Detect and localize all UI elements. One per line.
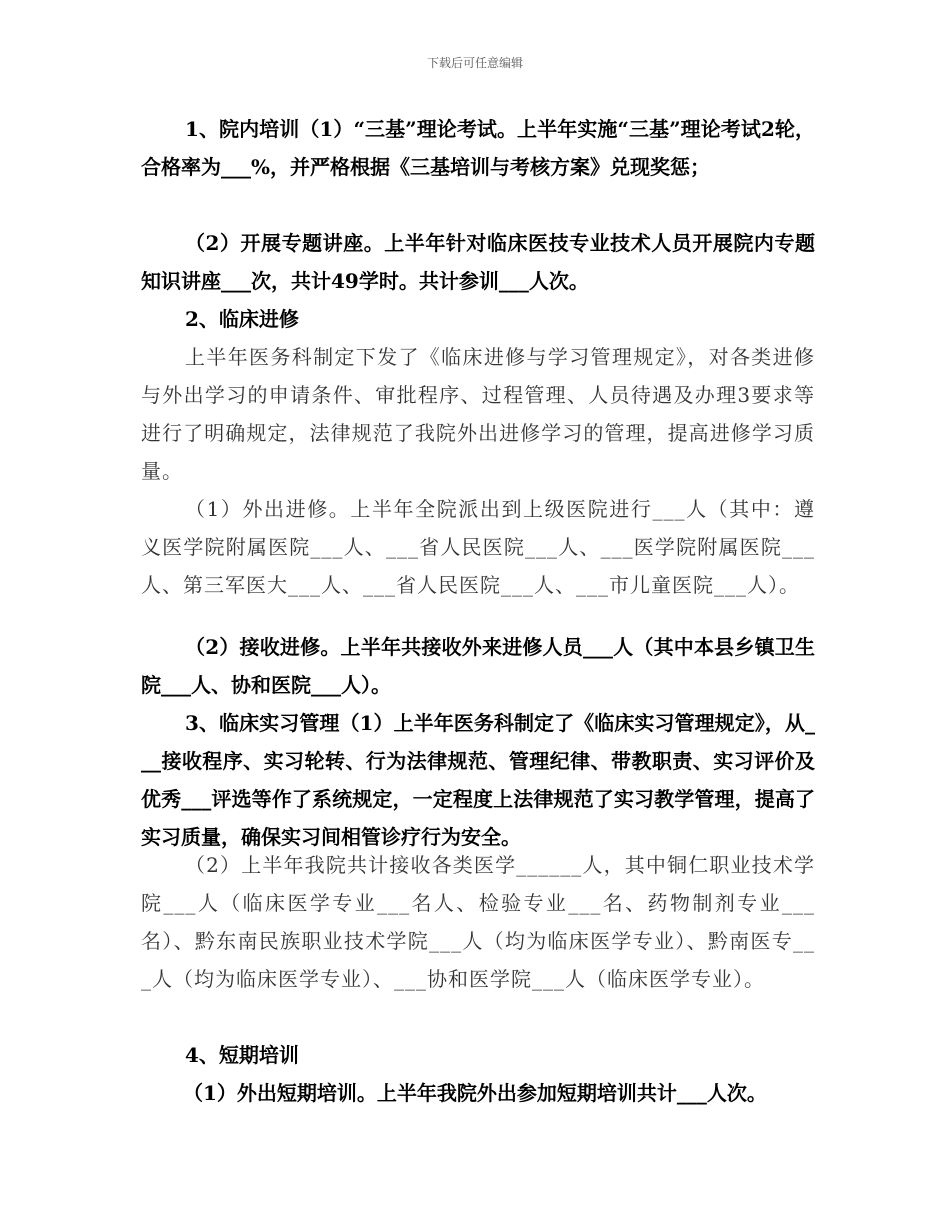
paragraph-receive-study: （2）接收进修。上半年共接收外来进修人员___人（其中本县乡镇卫生院___人、协和医院___人）。	[141, 635, 815, 697]
paragraph-special-lectures: （2）开展专题讲座。上半年针对临床医技专业技术人员开展院内专题知识讲座___次，共计49学时。共计参训___人次。	[141, 231, 815, 293]
heading-clinical-advanced-study: 2、临床进修	[185, 307, 299, 331]
paragraph-advanced-study-rules: 上半年医务科制定下发了《临床进修与学习管理规定》，对各类进修与外出学习的申请条件、审批程序、过程管理、人员待遇及办理3要求等进行了明确规定，法律规范了我院外出进修学习的管理，提高进修学习质量。	[141, 345, 815, 483]
paragraph-medical-interns: （2）上半年我院共计接收各类医学______人，其中铜仁职业技术学院___人（临床医学专业___名人、检验专业___名、药物制剂专业___名）、黔东南民族职业技术学院___人（均为临床医学专业）、黔南医专___人（均为临床医学专业）、___协和医学院___人（临床医学专业）。	[141, 853, 815, 991]
page-header: 下载后可任意编辑	[426, 56, 523, 70]
heading-short-term-training: 4、短期培训	[185, 1043, 299, 1067]
paragraph-internal-training: 1、院内培训（1）“三基”理论考试。上半年实施“三基”理论考试2轮，合格率为___%，并严格根据《三基培训与考核方案》兑现奖惩；	[141, 117, 815, 179]
paragraph-external-study: （1）外出进修。上半年全院派出到上级医院进行___人（其中：遵义医学院附属医院___人、___省人民医院___人、___医学院附属医院___人、第三军医大___人、___省人民医院___人、___市儿童医院___人）。	[141, 497, 815, 597]
paragraph-external-short-training: （1）外出短期培训。上半年我院外出参加短期培训共计___人次。	[183, 1081, 767, 1105]
paragraph-internship-management: 3、临床实习管理（1）上半年医务科制定了《临床实习管理规定》，从___接收程序、实习轮转、行为法律规范、管理纪律、带教职责、实习评价及优秀___评选等作了系统规定，一定程度上法律规范了实习教学管理，提高了实习质量，确保实习间相管诊疗行为安全。	[141, 711, 815, 849]
